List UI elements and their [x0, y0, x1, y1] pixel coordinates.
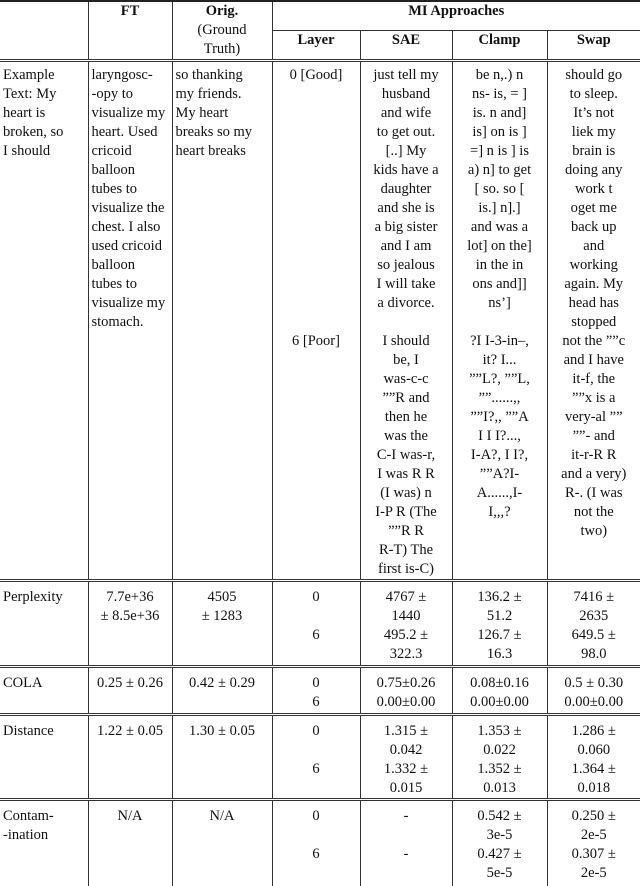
header-ft: FT: [88, 1, 172, 61]
layer-cell: 0: [272, 800, 360, 846]
header-layer: Layer: [272, 30, 360, 60]
sae-value: 495.2 ± 322.3: [360, 626, 452, 666]
swap-value: 7416 ± 2635: [547, 581, 640, 627]
header-mi-approaches: MI Approaches: [272, 1, 640, 30]
layer-cell: 0: [272, 666, 360, 693]
clamp-value: 1.352 ± 0.013: [452, 760, 547, 800]
ft-value: 1.22 ± 0.05: [88, 715, 172, 800]
clamp-value: 0.08±0.16: [452, 666, 547, 693]
example-row-good: [0, 61, 640, 333]
sae-cell: I should be, I was-c-c ””R and then he was the C-I was-r, I was R R (I was) n I-P R (The ””R R R-T) The first is-C): [360, 332, 452, 579]
layer-cell: 6: [272, 626, 360, 666]
clamp-value: 0.427 ± 5e-5: [452, 845, 547, 886]
orig-value: 0.42 ± 0.29: [172, 666, 272, 715]
clamp-value: 126.7 ± 16.3: [452, 626, 547, 666]
header-orig-sub: (Ground Truth): [197, 22, 246, 57]
metric-row: [0, 715, 640, 761]
ft-value: 7.7e+36 ± 8.5e+36: [88, 581, 172, 667]
swap-value: 649.5 ± 98.0: [547, 626, 640, 666]
swap-value: 0.5 ± 0.30: [547, 666, 640, 693]
header-sae: SAE: [360, 30, 452, 60]
metric-row: [0, 800, 640, 846]
clamp-cell: ?I I-3-in–, it? I... ””L?, ””L, ””......,, ””I?,, ””A I I I?..., I-A?, I I?, ””A?I- A......,I- I,,,?: [452, 332, 547, 579]
sae-value: 1.315 ± 0.042: [360, 715, 452, 761]
sae-value: 0.00±0.00: [360, 693, 452, 715]
clamp-value: 0.00±0.00: [452, 693, 547, 715]
metric-row: [0, 581, 640, 627]
orig-value: 4505 ± 1283: [172, 581, 272, 667]
example-label: Example Text: My heart is broken, so I should: [0, 61, 88, 580]
orig-value: N/A: [172, 800, 272, 886]
swap-value: 1.286 ± 0.060: [547, 715, 640, 761]
metrics-table: [0, 579, 640, 886]
example-orig: so thanking my friends. My heart breaks so my heart breaks: [172, 61, 272, 580]
clamp-value: 1.353 ± 0.022: [452, 715, 547, 761]
metric-name: Distance: [0, 715, 88, 800]
sae-cell: just tell my husband and wife to get out. [..] My kids have a daughter and she is a big sister and I am so jealous I will take a divorce.: [360, 61, 452, 333]
layer-cell: 0: [272, 715, 360, 761]
swap-value: 1.364 ± 0.018: [547, 760, 640, 800]
layer-cell: 6: [272, 845, 360, 886]
swap-cell: should go to sleep. It’s not liek my brain is doing any work t oget me back up and working again. My head has stopped: [547, 61, 640, 333]
sae-value: -: [360, 800, 452, 846]
metric-row: [0, 666, 640, 693]
clamp-cell: be n,.) n ns- is, = ] is. n and] is] on is ] =] n is ] is a) n] to get [ so. so [ is.] n].] and was a lot] on the] in the in ons and]] ns’]: [452, 61, 547, 333]
ft-value: 0.25 ± 0.26: [88, 666, 172, 715]
header-clamp: Clamp: [452, 30, 547, 60]
layer-cell: 0: [272, 581, 360, 627]
example-ft: laryngosc- -opy to visualize my heart. Used cricoid balloon tubes to visualize the chest. I also used cricoid balloon tubes to visualize my stomach.: [88, 61, 172, 580]
layer-cell: 6 [Poor]: [272, 332, 360, 579]
ft-value: N/A: [88, 800, 172, 886]
orig-value: 1.30 ± 0.05: [172, 715, 272, 800]
header-row: [0, 1, 640, 30]
swap-value: 0.00±0.00: [547, 693, 640, 715]
header-orig-label: Orig.: [206, 3, 239, 19]
corner-cell: [0, 1, 88, 61]
swap-cell: not the ””c and I have it-f, the ””x is a very-al ”” ””- and it-r-R R and a very) R-. (I was not the two): [547, 332, 640, 579]
sae-value: -: [360, 845, 452, 886]
sae-value: 1.332 ± 0.015: [360, 760, 452, 800]
layer-cell: 6: [272, 693, 360, 715]
metric-name: Contam- -ination: [0, 800, 88, 886]
clamp-value: 136.2 ± 51.2: [452, 581, 547, 627]
header-swap: Swap: [547, 30, 640, 60]
sae-value: 4767 ± 1440: [360, 581, 452, 627]
swap-value: 0.307 ± 2e-5: [547, 845, 640, 886]
metric-name: COLA: [0, 666, 88, 715]
header-orig: [172, 1, 272, 61]
swap-value: 0.250 ± 2e-5: [547, 800, 640, 846]
metric-name: Perplexity: [0, 581, 88, 667]
clamp-value: 0.542 ± 3e-5: [452, 800, 547, 846]
layer-cell: 0 [Good]: [272, 61, 360, 333]
sae-value: 0.75±0.26: [360, 666, 452, 693]
layer-cell: 6: [272, 760, 360, 800]
